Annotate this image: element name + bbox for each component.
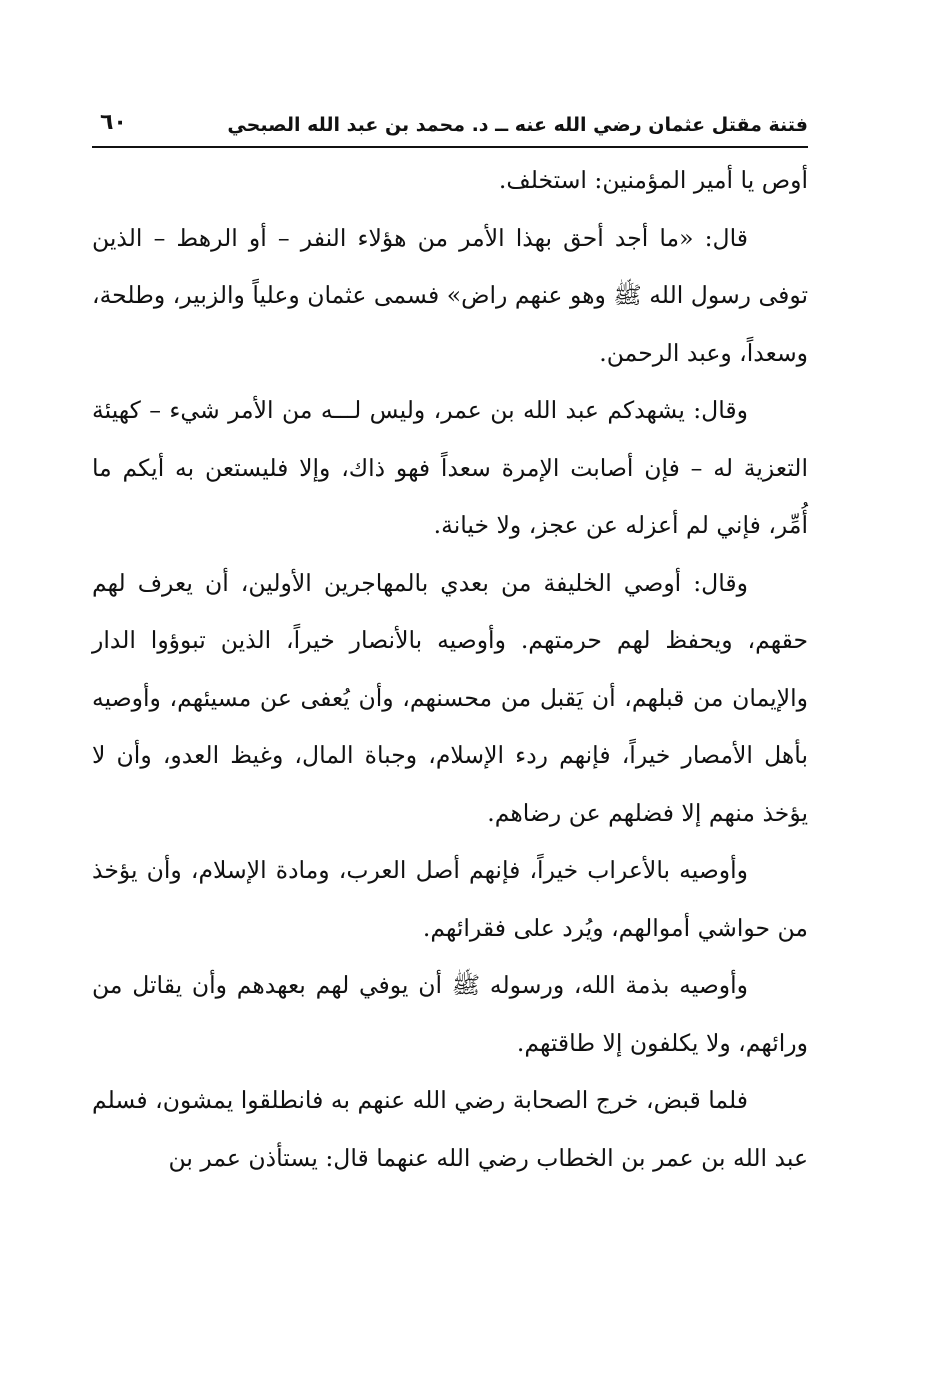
- header-title: فتنة مقتل عثمان رضي الله عنه ــ د. محمد بن عبد الله الصبحي: [227, 114, 808, 136]
- paragraph: قال: «ما أجد أحق بهذا الأمر من هؤلاء النفر – أو الرهط – الذين توفى رسول الله ﷺ وهو عنهم راض» فسمى عثمان وعلياً والزبير، وطلحة، وسعداً، وعبد الرحمن.: [92, 223, 808, 367]
- paragraph: وأوصيه بذمة الله، ورسوله ﷺ أن يوفي لهم بعهدهم وأن يقاتل من ورائهم، ولا يكلفون إلا طاقتهم.: [92, 971, 808, 1057]
- paragraph: وأوصيه بالأعراب خيراً، فإنهم أصل العرب، ومادة الإسلام، وأن يؤخذ من حواشي أموالهم، ويُرد على فقرائهم.: [92, 856, 808, 942]
- header-divider: [92, 146, 808, 148]
- paragraph: وقال: أوصي الخليفة من بعدي بالمهاجرين الأولين، أن يعرف لهم حقهم، ويحفظ لهم حرمتهم. وأوصيه بالأنصار خيراً، الذين تبوؤوا الدار والإيمان من قبلهم، أن يَقبل من محسنهم، وأن يُعفى عن مسيئهم، وأوصيه بأهل الأمصار خيراً، فإنهم ردء الإسلام، وجباة المال، وغيظ العدو، وأن لا يؤخذ منهم إلا فضلهم عن رضاهم.: [92, 568, 808, 827]
- running-header: [92, 108, 808, 148]
- body-text: [92, 152, 808, 1187]
- page-number: ٦٠: [100, 110, 127, 135]
- paragraph: أوص يا أمير المؤمنين: استخلف.: [498, 166, 808, 194]
- paragraph: وقال: يشهدكم عبد الله بن عمر، وليس لـــه من الأمر شيء – كهيئة التعزية له – فإن أصابت الإمرة سعداً فهو ذاك، وإلا فليستعن به أيكم ما أُمِّر، فإني لم أعزله عن عجز، ولا خيانة.: [92, 396, 808, 539]
- paragraph: فلما قبض، خرج الصحابة رضي الله عنهم به فانطلقوا يمشون، فسلم عبد الله بن عمر بن الخطاب رضي الله عنهما قال: يستأذن عمر بن: [92, 1086, 808, 1172]
